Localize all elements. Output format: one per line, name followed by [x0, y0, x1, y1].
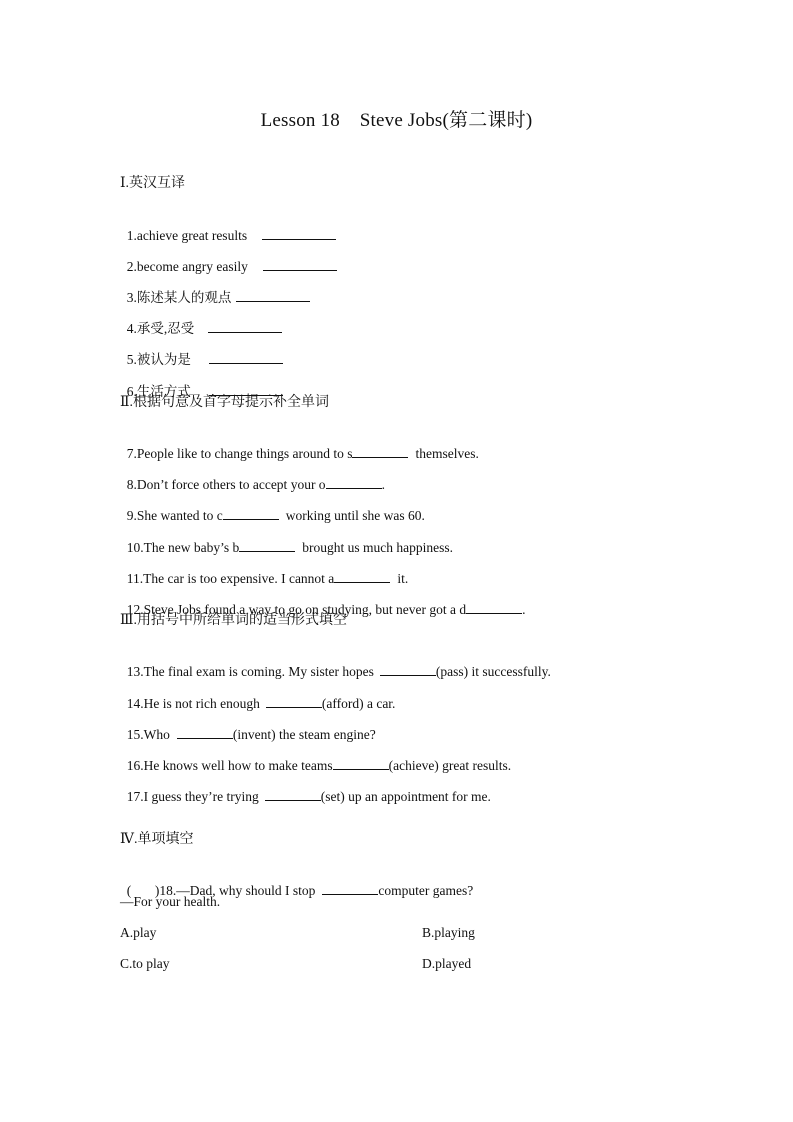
question-7-tail: themselves.	[415, 446, 479, 461]
section-heading-3: Ⅲ.用括号中所给单词的适当形式填空	[120, 613, 348, 628]
question-4-text: 4.承受,忍受	[126, 321, 195, 336]
answer-blank	[466, 600, 522, 614]
answer-blank	[322, 881, 378, 895]
question-8-text: 8.Don’t force others to accept your o	[126, 477, 326, 492]
option-d: D.played	[422, 956, 472, 971]
section-heading-1: Ⅰ.英汉互译	[120, 176, 186, 191]
question-1-text: 1.achieve great results	[126, 228, 248, 243]
question-17-tail: (set) up an appointment for me.	[320, 789, 491, 804]
question-5-text: 5.被认为是	[126, 352, 191, 367]
section-heading-4: Ⅳ.单项填空	[120, 832, 194, 847]
question-18-text: ( )18.—Dad, why should I stop	[126, 883, 316, 898]
question-2-text: 2.become angry easily	[126, 259, 248, 274]
question-6-text: 6.生活方式	[126, 384, 191, 399]
question-12-tail: .	[522, 602, 526, 617]
section-heading-2: Ⅱ.根据句意及首字母提示补全单词	[120, 395, 330, 410]
question-13-tail: (pass) it successfully.	[435, 664, 551, 679]
question-16-tail: (achieve) great results.	[388, 758, 512, 773]
question-14-tail: (afford) a car.	[321, 696, 396, 711]
question-15-text: 15.Who	[126, 727, 170, 742]
question-18-tail: computer games?	[378, 883, 474, 898]
option-c: C.to play	[120, 956, 170, 971]
question-9-tail: working until she was 60.	[285, 508, 425, 523]
question-17	[120, 767, 491, 807]
question-11-text: 11.The car is too expensive. I cannot a	[126, 571, 335, 586]
question-16-text: 16.He knows well how to make teams	[126, 758, 333, 773]
question-13-text: 13.The final exam is coming. My sister hopes	[126, 664, 374, 679]
question-10-text: 10.The new baby’s b	[126, 540, 240, 555]
option-a: A.play	[120, 925, 157, 940]
question-11-tail: it.	[397, 571, 409, 586]
answer-blank	[265, 787, 321, 801]
question-18-response: —For your health.	[120, 894, 221, 909]
option-b: B.playing	[422, 925, 475, 940]
question-3-text: 3.陈述某人的观点	[126, 290, 232, 305]
question-12-text: 12.Steve Jobs found a way to go on studying, but never got a d	[126, 602, 467, 617]
page-title: Lesson 18 Steve Jobs(第二课时)	[260, 110, 533, 131]
question-15-tail: (invent) the steam engine?	[232, 727, 376, 742]
question-7-text: 7.People like to change things around to s	[126, 446, 353, 461]
question-8-tail: .	[381, 477, 385, 492]
question-10-tail: brought us much happiness.	[302, 540, 453, 555]
question-9-text: 9.She wanted to c	[126, 508, 223, 523]
question-17-text: 17.I guess they’re trying	[126, 789, 259, 804]
question-14-text: 14.He is not rich enough	[126, 696, 260, 711]
